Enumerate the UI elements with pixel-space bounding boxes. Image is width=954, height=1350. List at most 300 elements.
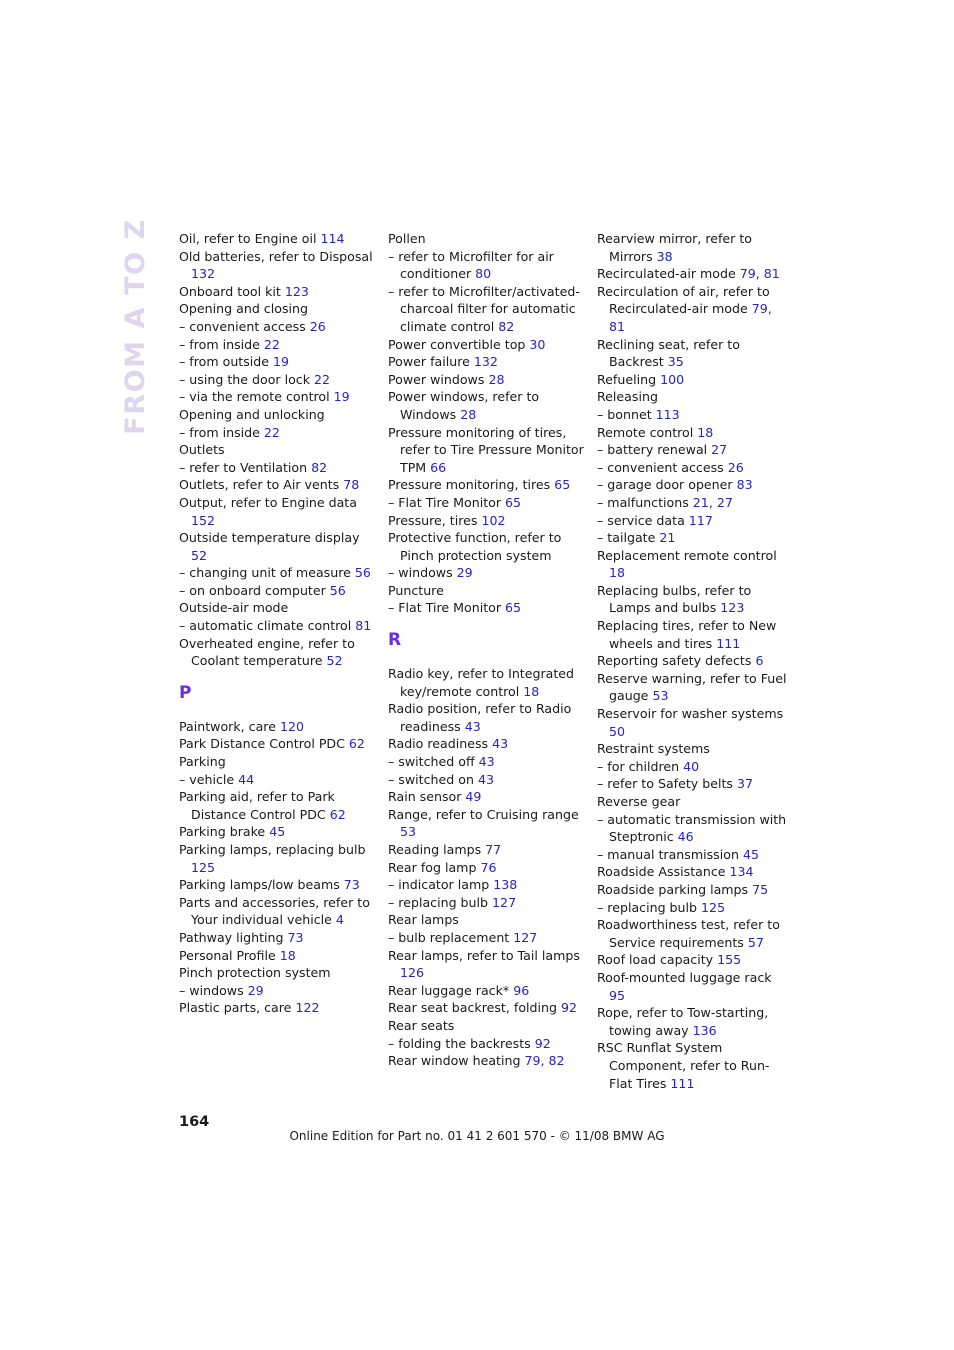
index-entry	[597, 547, 789, 582]
page-reference-link[interactable]: 26	[727, 459, 744, 475]
entry-text: Outlets	[179, 442, 225, 458]
entry-text: Reserve warning, refer to Fuel gauge	[597, 670, 787, 704]
page-reference-link[interactable]: 78	[343, 477, 360, 493]
index-entry	[388, 753, 588, 771]
entry-text: – tailgate	[597, 530, 660, 546]
index-entry	[179, 964, 379, 982]
page-reference-link[interactable]: 127	[492, 894, 517, 910]
page-reference-link[interactable]: 52	[191, 547, 208, 563]
entry-text: Restraint systems	[597, 741, 710, 757]
index-entry	[597, 388, 789, 406]
entry-text: Power failure	[388, 354, 474, 370]
entry-text: Plastic parts, care	[179, 1000, 296, 1016]
page-reference-link[interactable]: 57	[747, 934, 764, 950]
letter-heading: P	[179, 682, 192, 703]
index-entry	[597, 283, 789, 336]
entry-text: Power convertible top	[388, 336, 530, 352]
entry-text: – windows	[179, 982, 248, 998]
page-reference-link[interactable]: 81	[355, 618, 372, 634]
page-reference-link[interactable]: 75	[752, 881, 769, 897]
entry-text: – from inside	[179, 336, 264, 352]
entry-text: – bulb replacement	[388, 929, 514, 945]
index-entry	[597, 1004, 789, 1039]
index-entry	[179, 564, 379, 582]
page-reference-link[interactable]: 113	[655, 406, 680, 422]
entry-text: Pinch protection system	[179, 965, 331, 981]
page-reference-link[interactable]: 22	[314, 371, 331, 387]
page-reference-link[interactable]: 73	[287, 929, 304, 945]
page-reference-link[interactable]: 95	[609, 987, 626, 1003]
entry-text: – convenient access	[597, 459, 728, 475]
page-reference-link[interactable]: 65	[505, 494, 522, 510]
index-entry	[388, 665, 588, 700]
index-entry	[179, 476, 379, 494]
index-entry	[179, 876, 379, 894]
index-entry	[597, 969, 789, 1004]
index-entry	[179, 635, 379, 670]
page-reference-link[interactable]: 117	[688, 512, 713, 528]
page-reference-link[interactable]: 127	[513, 929, 538, 945]
index-entry	[388, 230, 588, 248]
page-reference-link[interactable]: 53	[400, 824, 417, 840]
page-reference-link[interactable]: 18	[523, 683, 540, 699]
index-entry	[388, 283, 588, 336]
entry-text: – battery renewal	[597, 442, 712, 458]
index-entry	[597, 951, 789, 969]
page-reference-link[interactable]: 79, 81	[739, 266, 780, 282]
entry-text: – service data	[597, 512, 689, 528]
page-reference-link[interactable]: 83	[736, 477, 753, 493]
entry-text: – replacing bulb	[597, 899, 702, 915]
page-reference-link[interactable]: 76	[480, 859, 497, 875]
index-entry	[388, 599, 588, 617]
page-reference-link[interactable]: 56	[354, 565, 371, 581]
page-reference-link[interactable]: 49	[465, 789, 482, 805]
entry-text: Power windows	[388, 371, 489, 387]
page-reference-link[interactable]: 27	[711, 442, 728, 458]
index-entry	[388, 476, 588, 494]
entry-text: Opening and unlocking	[179, 406, 325, 422]
index-entry	[179, 982, 379, 1000]
page-reference-link[interactable]: 126	[400, 965, 425, 981]
entry-text: Power windows, refer to Windows	[388, 389, 540, 422]
page-reference-link[interactable]: 102	[481, 512, 506, 528]
index-entry	[179, 929, 379, 947]
entry-text: Parking aid, refer to Park Distance Control PDC	[179, 789, 335, 822]
page-reference-link[interactable]: 82	[311, 459, 328, 475]
entry-text: Reclining seat, refer to Backrest	[597, 336, 740, 370]
page-reference-link[interactable]: 73	[343, 877, 360, 893]
page-reference-link[interactable]: 111	[716, 635, 741, 651]
entry-text: Roadworthiness test, refer to Service requirements	[597, 917, 780, 950]
entry-text: Opening and closing	[179, 301, 308, 317]
page-reference-link[interactable]: 132	[473, 354, 498, 370]
page-reference-link[interactable]: 29	[456, 565, 473, 581]
entry-text: Paintwork, care	[179, 718, 280, 734]
page-reference-link[interactable]: 132	[191, 266, 216, 282]
entry-text: – for children	[597, 758, 684, 774]
index-entry	[179, 318, 379, 336]
entry-text: Refueling	[597, 371, 661, 387]
entry-text: Rain sensor	[388, 789, 466, 805]
index-entry	[597, 406, 789, 424]
index-entry	[388, 859, 588, 877]
page-reference-link[interactable]: 46	[677, 829, 694, 845]
index-entry	[597, 336, 789, 371]
index-entry	[597, 652, 789, 670]
entry-text: – windows	[388, 565, 457, 581]
page-reference-link[interactable]: 18	[279, 947, 296, 963]
index-entry	[388, 582, 588, 600]
entry-text: – refer to Ventilation	[179, 459, 312, 475]
entry-text: Rear seats	[388, 1017, 455, 1033]
index-column-3	[597, 230, 789, 1092]
index-entry	[388, 999, 588, 1017]
index-entry	[597, 459, 789, 477]
index-entry	[179, 248, 379, 283]
entry-text: Parking lamps/low beams	[179, 877, 344, 893]
entry-text: Radio position, refer to Radio readiness	[388, 701, 572, 734]
entry-text: – changing unit of measure	[179, 565, 355, 581]
page-reference-link[interactable]: 120	[279, 718, 304, 734]
entry-text: Radio key, refer to Integrated key/remote control	[388, 666, 575, 699]
entry-text: Personal Profile	[179, 947, 280, 963]
index-entry	[179, 459, 379, 477]
entry-text: – on onboard computer	[179, 582, 330, 598]
index-entry	[179, 388, 379, 406]
index-entry	[597, 846, 789, 864]
page-reference-link[interactable]: 92	[561, 1000, 578, 1016]
page-reference-link[interactable]: 52	[326, 653, 343, 669]
page-reference-link[interactable]: 82	[498, 318, 515, 334]
page-reference-link[interactable]: 50	[609, 723, 626, 739]
page-reference-link[interactable]: 22	[263, 424, 280, 440]
index-entry	[597, 863, 789, 881]
page-reference-link[interactable]: 111	[670, 1075, 695, 1091]
entry-text: – refer to Microfilter for air conditioner	[388, 248, 554, 282]
index-entry	[388, 700, 588, 735]
index-entry	[179, 599, 379, 617]
index-entry	[388, 353, 588, 371]
index-entry	[179, 735, 379, 753]
entry-text: – using the door lock	[179, 371, 315, 387]
entry-text: Reservoir for washer systems	[597, 706, 784, 722]
entry-text: – Flat Tire Monitor	[388, 600, 506, 616]
index-entry	[388, 1035, 588, 1053]
index-entry	[597, 476, 789, 494]
entry-text: Remote control	[597, 424, 698, 440]
page-reference-link[interactable]: 19	[333, 389, 350, 405]
entry-text: – bonnet	[597, 406, 656, 422]
page-reference-link[interactable]: 21, 27	[692, 494, 733, 510]
section-tab-label: FROM A TO Z	[119, 217, 151, 435]
entry-text: – automatic climate control	[179, 618, 356, 634]
index-entry	[597, 793, 789, 811]
page-reference-link[interactable]: 65	[505, 600, 522, 616]
index-entry	[388, 806, 588, 841]
page-reference-link[interactable]: 37	[737, 776, 754, 792]
index-entry	[179, 999, 379, 1017]
page-reference-link[interactable]: 65	[554, 477, 571, 493]
entry-text: – from inside	[179, 424, 264, 440]
index-entry	[388, 336, 588, 354]
index-entry	[179, 424, 379, 442]
index-entry	[179, 371, 379, 389]
page-reference-link[interactable]: 138	[493, 877, 518, 893]
page-reference-link[interactable]: 6	[755, 653, 764, 669]
index-entry	[597, 371, 789, 389]
index-entry	[179, 441, 379, 459]
entry-text: – refer to Safety belts	[597, 776, 737, 792]
entry-text: Protective function, refer to Pinch protection system	[388, 530, 562, 563]
entry-text: Parking lamps, replacing bulb	[179, 842, 366, 857]
entry-text: – manual transmission	[597, 846, 743, 862]
entry-text: Recirculated-air mode	[597, 266, 740, 282]
index-entry	[388, 876, 588, 894]
page-reference-link[interactable]: 18	[609, 565, 626, 581]
entry-text: Reporting safety defects	[597, 653, 756, 669]
entry-text: Range, refer to Cruising range	[388, 806, 579, 822]
index-entry	[388, 771, 588, 789]
entry-text: Replacing bulbs, refer to Lamps and bulbs	[597, 582, 752, 616]
entry-text: – indicator lamp	[388, 877, 494, 893]
index-column-2	[388, 230, 588, 1070]
index-entry	[597, 899, 789, 917]
page-reference-link[interactable]: 152	[191, 512, 216, 528]
page-reference-link[interactable]: 80	[475, 266, 492, 282]
entry-text: Pressure monitoring of tires, refer to Tire Pressure Monitor TPM	[388, 424, 584, 475]
page-reference-link[interactable]: 21	[659, 530, 676, 546]
page-reference-link[interactable]: 45	[742, 846, 759, 862]
index-entry	[388, 248, 588, 283]
entry-text: Roadside Assistance	[597, 864, 730, 880]
index-entry	[597, 582, 789, 617]
entry-text: Outlets, refer to Air vents	[179, 477, 344, 493]
page-reference-link[interactable]: 136	[692, 1022, 717, 1038]
page-reference-link[interactable]: 56	[329, 582, 346, 598]
page-reference-link[interactable]: 30	[529, 336, 546, 352]
page-reference-link[interactable]: 53	[652, 688, 669, 704]
page-reference-link[interactable]: 35	[667, 354, 684, 370]
page-reference-link[interactable]: 44	[238, 771, 255, 787]
index-entry	[597, 230, 789, 265]
index-entry	[179, 582, 379, 600]
entry-text: Oil, refer to Engine oil	[179, 231, 321, 246]
index-entry	[179, 230, 379, 248]
page-reference-link[interactable]: 45	[269, 824, 286, 840]
index-entry	[597, 670, 789, 705]
page-reference-link[interactable]: 40	[683, 758, 700, 774]
page-reference-link[interactable]: 123	[284, 283, 309, 299]
entry-text: – switched off	[388, 754, 479, 770]
index-entry	[597, 811, 789, 846]
entry-text: – via the remote control	[179, 389, 334, 405]
index-entry	[388, 494, 588, 512]
entry-text: Releasing	[597, 389, 658, 405]
page-reference-link[interactable]: 134	[729, 864, 754, 880]
entry-text: Old batteries, refer to Disposal	[179, 248, 373, 264]
page-reference-link[interactable]: 19	[273, 354, 290, 370]
page-reference-link[interactable]: 43	[478, 754, 495, 770]
index-entry	[597, 265, 789, 283]
index-entry	[179, 771, 379, 789]
entry-text: Outside-air mode	[179, 600, 289, 616]
entry-text: Onboard tool kit	[179, 283, 285, 299]
index-entry	[597, 424, 789, 442]
index-column-1	[179, 230, 379, 1017]
index-entry	[597, 775, 789, 793]
index-entry	[597, 441, 789, 459]
entry-text: Overheated engine, refer to Coolant temperature	[179, 635, 355, 669]
footer-text: Online Edition for Part no. 01 41 2 601 570 - © 11/08 BMW AG	[289, 1129, 665, 1143]
index-entry	[179, 617, 379, 635]
page-reference-link[interactable]: 92	[534, 1035, 551, 1051]
page-reference-link[interactable]: 43	[464, 718, 481, 734]
entry-text: Recirculation of air, refer to Recirculated-air mode	[597, 283, 770, 317]
entry-text: Pathway lighting	[179, 929, 288, 945]
page-reference-link[interactable]: 100	[660, 371, 685, 387]
page-reference-link[interactable]: 22	[263, 336, 280, 352]
entry-text: Output, refer to Engine data	[179, 494, 357, 510]
entry-text: Parts and accessories, refer to Your individual vehicle	[179, 894, 370, 928]
entry-text: Parking	[179, 754, 226, 770]
index-entry	[597, 758, 789, 776]
entry-text: Replacing tires, refer to New wheels and tires	[597, 618, 777, 651]
index-entry	[179, 283, 379, 301]
index-entry	[388, 1017, 588, 1035]
page-reference-link[interactable]: 155	[717, 952, 742, 968]
index-entry	[597, 1039, 789, 1092]
entry-text: Puncture	[388, 582, 444, 598]
index-entry	[388, 947, 588, 982]
page-reference-link[interactable]: 125	[191, 859, 216, 875]
entry-text: – malfunctions	[597, 494, 693, 510]
entry-text: – from outside	[179, 354, 274, 370]
entry-text: Rear luggage rack*	[388, 982, 514, 998]
entry-text: – replacing bulb	[388, 894, 493, 910]
index-entry	[179, 718, 379, 736]
entry-text: – switched on	[388, 771, 478, 787]
entry-text: Replacement remote control	[597, 547, 777, 563]
index-entry	[388, 529, 588, 564]
index-entry	[179, 894, 379, 929]
index-entry	[597, 916, 789, 951]
page-reference-link[interactable]: 79, 82	[524, 1053, 565, 1069]
index-entry	[179, 788, 379, 823]
entry-text: – garage door opener	[597, 477, 737, 493]
entry-text: Reading lamps	[388, 842, 486, 857]
entry-text: – automatic transmission with Steptronic	[597, 811, 787, 845]
index-entry	[179, 300, 379, 318]
page-reference-link[interactable]: 18	[697, 424, 714, 440]
page-reference-link[interactable]: 123	[720, 600, 745, 616]
entry-text: Park Distance Control PDC	[179, 736, 349, 752]
entry-text: Pressure monitoring, tires	[388, 477, 555, 493]
page-reference-link[interactable]: 28	[488, 371, 505, 387]
entry-text: Parking brake	[179, 824, 270, 840]
index-entry	[388, 512, 588, 530]
index-entry	[388, 1052, 588, 1070]
index-entry	[179, 947, 379, 965]
index-entry	[179, 336, 379, 354]
entry-text: Pollen	[388, 231, 426, 246]
entry-text: – vehicle	[179, 771, 239, 787]
index-entry	[388, 371, 588, 389]
page-reference-link[interactable]: 66	[430, 459, 447, 475]
page-reference-link[interactable]: 62	[329, 806, 346, 822]
index-entry	[388, 735, 588, 753]
page-reference-link[interactable]: 43	[477, 771, 494, 787]
index-entry	[388, 841, 588, 859]
index-entry	[597, 705, 789, 740]
letter-heading: R	[388, 630, 402, 651]
entry-text: Roof load capacity	[597, 952, 718, 968]
index-entry	[179, 823, 379, 841]
entry-text: Roadside parking lamps	[597, 881, 753, 897]
page-reference-link[interactable]: 26	[309, 318, 326, 334]
entry-text: Pressure, tires	[388, 512, 482, 528]
index-entry	[388, 424, 588, 477]
index-entry	[179, 494, 379, 529]
index-entry	[179, 406, 379, 424]
index-entry	[179, 753, 379, 771]
index-entry	[597, 512, 789, 530]
page-reference-link[interactable]: 114	[320, 231, 345, 246]
index-entry	[388, 982, 588, 1000]
entry-text: – convenient access	[179, 318, 310, 334]
index-entry	[179, 529, 379, 564]
entry-text: Rear seat backrest, folding	[388, 1000, 561, 1016]
entry-text: Roof-mounted luggage rack	[597, 969, 772, 985]
entry-text: Rear lamps	[388, 912, 459, 928]
entry-text: Rear lamps, refer to Tail lamps	[388, 947, 580, 963]
page-reference-link[interactable]: 77	[485, 842, 502, 857]
section-tab	[118, 217, 152, 435]
page-reference-link[interactable]: 96	[513, 982, 530, 998]
index-entry	[597, 529, 789, 547]
entry-text: Rope, refer to Tow-starting, towing away	[597, 1005, 769, 1038]
index-entry	[388, 388, 588, 423]
page-number: 164	[179, 1114, 210, 1130]
page-reference-link[interactable]: 125	[701, 899, 726, 915]
index-entry	[388, 929, 588, 947]
entry-text: – Flat Tire Monitor	[388, 494, 506, 510]
entry-text: – refer to Microfilter/activated-charcoal filter for automatic climate control	[388, 283, 580, 334]
entry-text: Rear window heating	[388, 1053, 525, 1069]
index-entry	[388, 894, 588, 912]
entry-text: Reverse gear	[597, 794, 681, 809]
page-reference-link[interactable]: 28	[460, 406, 477, 422]
index-entry	[388, 564, 588, 582]
page-reference-link[interactable]: 79, 81	[609, 301, 772, 334]
page-reference-link[interactable]: 122	[295, 1000, 320, 1016]
page-reference-link[interactable]: 43	[492, 736, 509, 752]
page-reference-link[interactable]: 29	[247, 982, 264, 998]
index-entry	[388, 788, 588, 806]
entry-text: RSC Runflat System Component, refer to Run-Flat Tires	[597, 1040, 770, 1091]
index-entry	[179, 353, 379, 371]
index-entry	[179, 841, 379, 876]
index-entry	[597, 494, 789, 512]
page-reference-link[interactable]: 38	[656, 248, 673, 264]
index-entry	[597, 740, 789, 758]
entry-text: Radio readiness	[388, 736, 493, 752]
entry-text: Rear fog lamp	[388, 859, 481, 875]
index-entry	[597, 881, 789, 899]
page-reference-link[interactable]: 4	[335, 912, 344, 928]
entry-text: Outside temperature display	[179, 530, 360, 546]
page-reference-link[interactable]: 62	[348, 736, 365, 752]
